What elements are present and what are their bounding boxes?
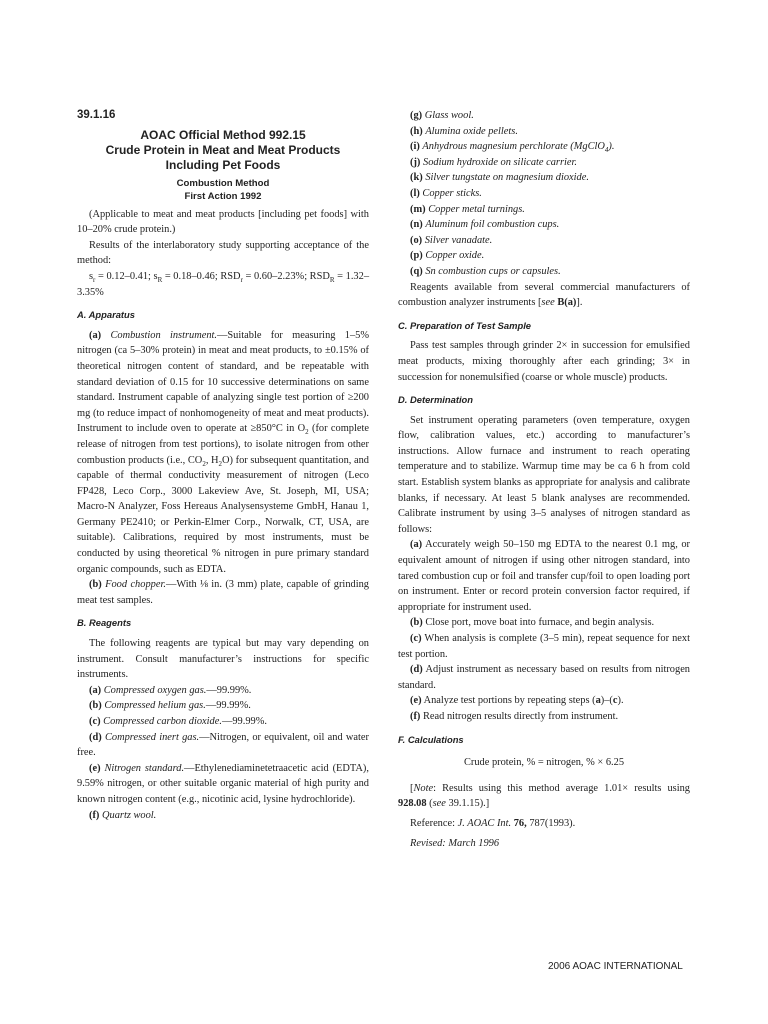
right-column xyxy=(398,108,690,851)
determination-step-b: (b) Close port, move boat into furnace, and begin analysis. xyxy=(410,617,655,629)
preparation-heading: C. Preparation of Test Sample xyxy=(398,319,532,331)
reagent-item-e: (e) Nitrogen standard.—Ethylenediaminetetraacetic acid (EDTA), 9.59% nitrogen, or other suitable organic material of high purity and known nitrogen content (e.g., nicotinic acid, lysine hydrochloride). xyxy=(77,762,369,805)
method-title: AOAC Official Method 992.15 xyxy=(140,127,306,142)
reagents-intro: The following reagents are typical but may vary depending on instrument. Consult manufacturer’s instructions for specific instruments. xyxy=(77,638,369,681)
reagent-item-k: (k) Silver tungstate on magnesium dioxide. xyxy=(410,172,589,184)
reagent-item-a: (a) Compressed oxygen gas.—99.99%. xyxy=(89,684,252,696)
reagent-item-g: (g) Glass wool. xyxy=(410,110,474,121)
revised-date: Revised: March 1996 xyxy=(410,837,500,849)
apparatus-item-b: (b) Food chopper.—With ⅛ in. (3 mm) plate, capable of grinding meat test samples. xyxy=(77,579,369,606)
calculation-note: [Note: Results using this method average 1.01× results using 928.08 (see 39.1.15).] xyxy=(398,782,690,810)
method-title-block xyxy=(77,128,369,203)
determination-step-f: (f) Read nitrogen results directly from instrument. xyxy=(410,710,619,722)
reagent-item-p: (p) Copper oxide. xyxy=(410,250,485,262)
reagent-item-f: (f) Quartz wool. xyxy=(89,809,157,821)
reagents-availability: Reagents available from several commercial manufacturers of combustion analyzer instruments [see B(a)]. xyxy=(398,281,690,309)
determination-intro: Set instrument operating parameters (oven temperature, oxygen flow, calibration values, etc.) according to manufacturer’s instructions. Allow furnace and instrument to reach operating temperature and to stabilize. Warmup time may be ca 6 h from cold start. Establish system blanks as appropriate for analysis and calibrate blanks, if necessary. At least 5 blank analyses are recommended. Calibrate instrument by using 3–5 analyses of nitrogen standard as follows: xyxy=(398,414,690,535)
reagent-item-m: (m) Copper metal turnings. xyxy=(410,203,525,215)
reagent-item-i: (i) Anhydrous magnesium perchlorate (MgClO$_4$). xyxy=(410,141,615,155)
applicability-text: (Applicable to meat and meat products [including pet foods] with 10–20% crude protein.) xyxy=(77,208,369,236)
left-column xyxy=(77,108,369,823)
reagent-item-h: (h) Alumina oxide pellets. xyxy=(410,125,518,137)
determination-step-c: (c) When analysis is complete (3–5 min), repeat sequence for next test portion. xyxy=(398,633,690,660)
apparatus-item-a: (a) Combustion instrument.—Suitable for measuring 1–5% nitrogen (ca 5–30% protein) in meat and meat products, to ±0.15% of theoretical nitrogen content of standard, and be repeatable with standard deviation of 0.15 for 10 successive determinations on same standard. Instrument capable of analyzing single test portion of ≥200 mg (to reduce impact of nonhomogeneity of meat and meat products). Instrument to include oven to operate at ≥850°C in $O_2$ (for complete release of nitrogen from test portions), to isolate nitrogen from other combustion products (i.e., $CO_2$, $H_2O$) for subsequent quantitation, and capable of thermal conductivity measurement of nitrogen (Leco FP428, Leco Corp., 3000 Lakeview Ave, St. Joseph, MI, USA; Macro-N Analyzer, Foss Hereaus Analysensysteme GmbH, Hanau 1, Germany PE2410; or Perkin-Elmer Corp., Norwalk, CT, USA, are suitable). Calibrations, required by most instruments, must be conducted by using theoretical % nitrogen in pure primary standard organic compounds, such as EDTA. xyxy=(77,329,369,575)
page-footer: 2006 AOAC INTERNATIONAL xyxy=(548,961,683,972)
protein-formula: Crude protein, % = nitrogen, % × 6.25 xyxy=(463,757,625,769)
apparatus-heading: A. Apparatus xyxy=(77,309,135,321)
section-number: 39.1.16 xyxy=(77,109,116,121)
reagent-item-q: (q) Sn combustion cups or capsules. xyxy=(410,265,561,277)
determination-step-d: (d) Adjust instrument as necessary based on results from nitrogen standard. xyxy=(398,664,690,691)
reference-line: Reference: J. AOAC Int. 76, 787(1993). xyxy=(410,817,576,829)
reagent-item-n: (n) Aluminum foil combustion cups. xyxy=(410,219,560,231)
preparation-text: Pass test samples through grinder 2× in succession for emulsified meat products, mixing thoroughly after each grinding; 3× in succession for nonemulsified (coarse or whole muscle) products. xyxy=(398,340,690,383)
determination-heading: D. Determination xyxy=(398,394,474,406)
method-subtitle-1: Crude Protein in Meat and Meat Products xyxy=(105,142,341,157)
reagent-item-l: (l) Copper sticks. xyxy=(410,187,482,199)
results-intro: Results of the interlaboratory study supporting acceptance of the method: xyxy=(77,239,369,267)
calculations-heading: F. Calculations xyxy=(398,733,464,745)
reagent-item-j: (j) Sodium hydroxide on silicate carrier. xyxy=(410,156,578,168)
action-status: First Action 1992 xyxy=(184,190,262,202)
reagent-item-o: (o) Silver vanadate. xyxy=(410,234,493,246)
reagent-item-c: (c) Compressed carbon dioxide.—99.99%. xyxy=(89,716,267,727)
reagent-item-d: (d) Compressed inert gas.—Nitrogen, or equivalent, oil and water free. xyxy=(77,731,369,759)
method-type: Combustion Method xyxy=(176,177,270,189)
determination-step-e: (e) Analyze test portions by repeating steps (a)–(c). xyxy=(410,695,624,707)
reagent-item-b: (b) Compressed helium gas.—99.99%. xyxy=(89,700,251,712)
determination-step-a: (a) Accurately weigh 50–150 mg EDTA to the nearest 0.1 mg, or equivalent amount of nitrogen if using other nitrogen standard, into tared combustion cup or foil and transfer cup/foil to open loading port on instrument. Enter or record protein conversion factor required, if appropriate for instrument used. xyxy=(398,539,690,613)
reagents-heading: B. Reagents xyxy=(77,617,132,629)
method-subtitle-2: Including Pet Foods xyxy=(165,157,281,172)
statistics-line: $s_r = 0.12-0.41$; $s_R = 0.18-0.46$; $RSD_r = 0.60-2.23\%$; $RSD_R = 1.32-3.35\%$ xyxy=(77,270,370,298)
